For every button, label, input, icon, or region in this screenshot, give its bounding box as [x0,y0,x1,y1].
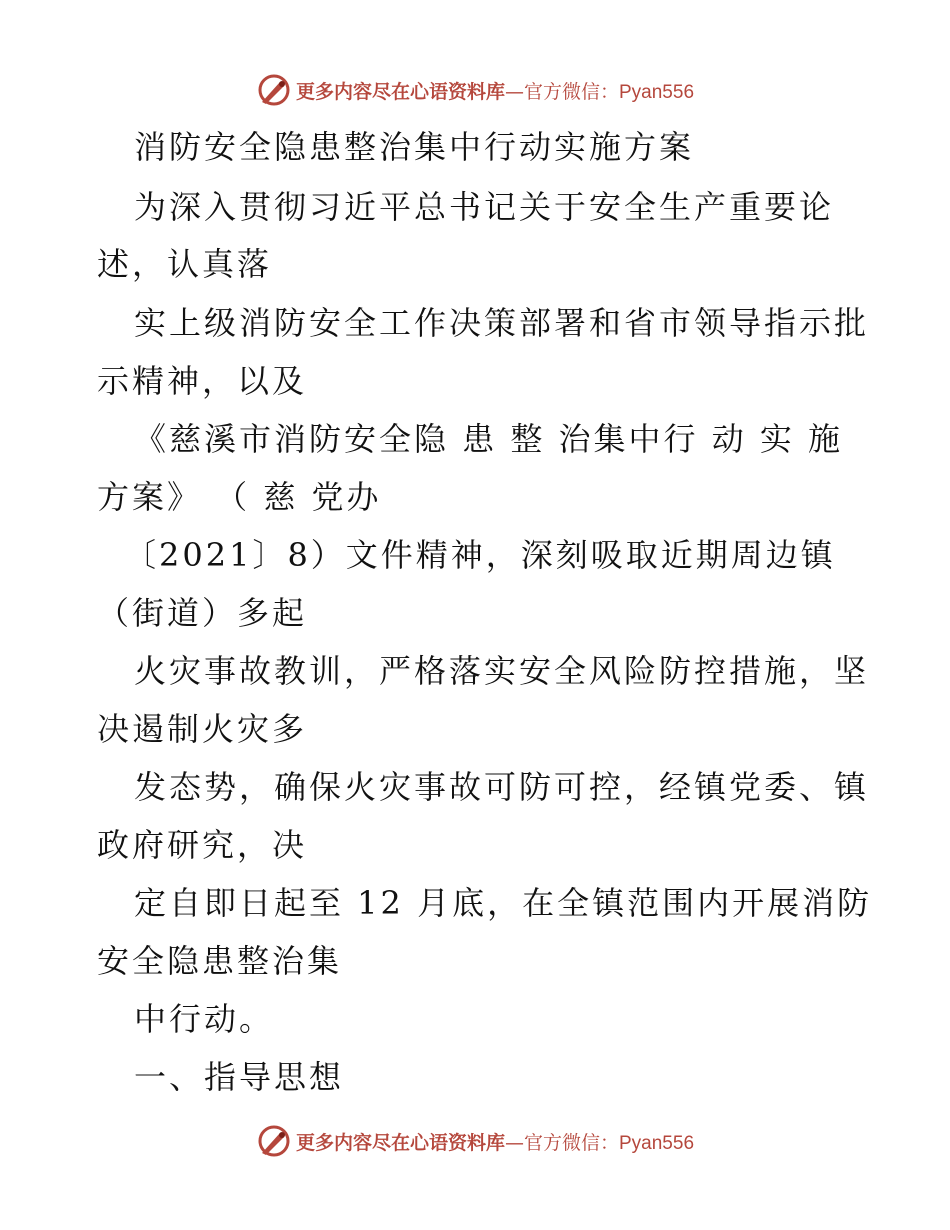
paragraph-line: （街道）多起 [97,594,308,632]
paragraph-line: 述，认真落 [97,245,273,283]
pen-logo-icon [256,72,292,108]
paragraph-line: 安全隐患整治集 [97,942,343,980]
watermark-main: 更多内容尽在心语资料库 [295,80,505,103]
paragraph-line: 为深入贯彻习近平总书记关于安全生产重要论 [134,188,835,226]
pen-logo-icon [256,1123,292,1159]
header-watermark [0,70,950,110]
paragraph-line: 示精神，以及 [97,362,308,400]
watermark-id: Pyan556 [619,1132,695,1154]
watermark-dash: — [504,80,524,103]
paragraph-line: 政府研究，决 [97,826,308,864]
document-title: 消防安全隐患整治集中行动实施方案 [134,128,695,166]
paragraph-line: 方案》 （ 慈 党办 [97,478,382,516]
watermark-id: Pyan556 [619,81,695,103]
paragraph-line: 《慈溪市消防安全隐 患 整 治集中行 动 实 施 [134,420,844,458]
paragraph-line: 定自即日起至 12 月底，在全镇范围内开展消防 [134,884,873,922]
watermark-text [296,77,694,104]
watermark-label: 官方微信： [523,1131,619,1154]
paragraph-line: 实上级消防安全工作决策部署和省市领导指示批 [134,304,870,342]
paragraph-line: 火灾事故教训，严格落实安全风险防控措施，坚 [134,652,870,690]
paragraph-line: 〔2021〕8）文件精神，深刻吸取近期周边镇 [124,536,836,574]
section-heading: 一、指导思想 [134,1058,345,1096]
footer-watermark [0,1121,950,1161]
paragraph-line: 发态势，确保火灾事故可防可控，经镇党委、镇 [134,768,870,806]
watermark-main: 更多内容尽在心语资料库 [295,1131,505,1154]
watermark-dash: — [504,1131,524,1154]
watermark-text [296,1128,694,1155]
paragraph-line: 中行动。 [134,1000,275,1038]
watermark-label: 官方微信： [523,80,619,103]
paragraph-line: 决遏制火灾多 [97,710,308,748]
